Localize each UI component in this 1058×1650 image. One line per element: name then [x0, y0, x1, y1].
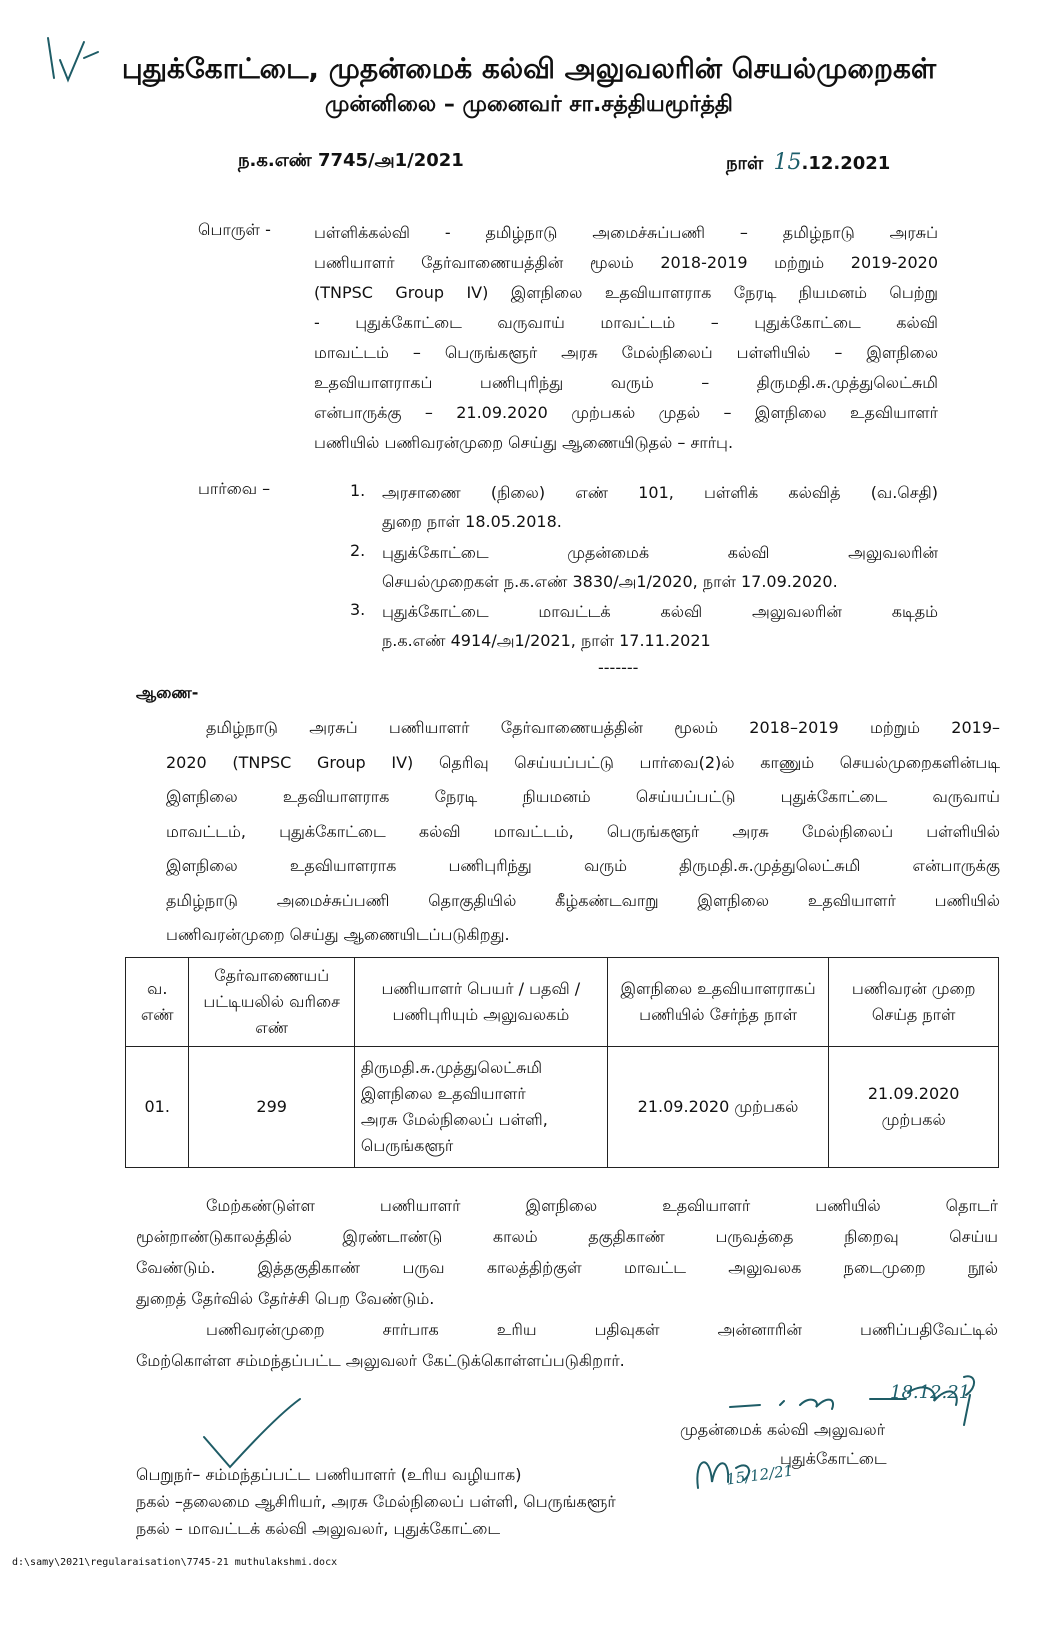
order-line: தமிழ்நாடு அமைச்சுப்பணி தொகுதியில் கீழ்கண்டவாறு இளநிலை உதவியாளர் பணியில்	[166, 890, 1000, 910]
cell-sno: 01.	[126, 1047, 189, 1168]
reference-number-2: 2.	[350, 541, 366, 560]
signatory-place: புதுக்கோட்டை	[780, 1449, 887, 1468]
date-rest: .12.2021	[801, 153, 891, 174]
reference-text: துறை நாள் 18.05.2018.	[382, 512, 562, 531]
reference-number-3: 3.	[350, 600, 366, 619]
separator: -------	[598, 658, 639, 677]
paragraph-line: மூன்றாண்டுகாலத்தில் இரண்டாண்டு காலம் தகுதிகாண் பருவத்தை நிறைவு செய்ய	[136, 1227, 998, 1246]
cell-rank: 299	[189, 1047, 354, 1168]
subject-line: - புதுக்கோட்டை வருவாய் மாவட்டம் – புதுக்கோட்டை கல்வி	[314, 313, 938, 332]
table-header-row	[126, 958, 999, 1047]
handwritten-date-note: 18.12.21	[890, 1382, 971, 1403]
subject-line: பணியாளர் தேர்வாணையத்தின் மூலம் 2018-2019 மற்றும் 2019-2020	[314, 253, 938, 272]
paragraph-line: பணிவரன்முறை சார்பாக உரிய பதிவுகள் அன்னாரின் பணிப்பதிவேட்டில்	[206, 1320, 998, 1339]
date-label: நாள்	[726, 153, 764, 174]
order-line: இளநிலை உதவியாளராக பணிபுரிந்து வரும் திருமதி.சு.முத்துலெட்சுமி என்பாருக்கு	[166, 856, 1000, 875]
order-paragraph	[166, 711, 1000, 953]
reference-text: அரசாணை (நிலை) எண் 101, பள்ளிக் கல்வித் (வ.செதி)	[382, 483, 938, 502]
probation-paragraph	[136, 1190, 998, 1314]
reference-number-1: 1.	[350, 481, 366, 500]
subject-block	[314, 218, 938, 458]
employee-place: பெருங்களூர்	[360, 1136, 454, 1155]
subject-line: என்பாருக்கு – 21.09.2020 முற்பகல் முதல் – இளநிலை உதவியாளர்	[314, 403, 938, 422]
reference-text: செயல்முறைகள் ந.க.எண் 3830/அ1/2020, நாள் 17.09.2020.	[382, 572, 838, 591]
subject-line: பள்ளிக்கல்வி - தமிழ்நாடு அமைச்சுப்பணி – தமிழ்நாடு அரசுப்	[314, 223, 938, 242]
reference-text: ந.க.எண் 4914/அ1/2021, நாள் 17.11.2021	[382, 631, 711, 650]
header-cell-joined: இளநிலை உதவியாளராகப் பணியில் சேர்ந்த நாள்	[607, 958, 829, 1047]
order-line: தமிழ்நாடு அரசுப் பணியாளர் தேர்வாணையத்தின் மூலம் 2018–2019 மற்றும் 2019–	[206, 718, 1000, 737]
cell-regularised	[829, 1047, 999, 1168]
cell-employee	[354, 1047, 607, 1168]
signatory-title: முதன்மைக் கல்வி அலுவலர்	[680, 1420, 886, 1439]
copy-line-2: நகல் – மாவட்டக் கல்வி அலுவலர், புதுக்கோட்டை	[136, 1519, 501, 1538]
order-line: மாவட்டம், புதுக்கோட்டை கல்வி மாவட்டம், பெருங்களூர் அரசு மேல்நிலைப் பள்ளியில்	[166, 821, 1000, 841]
order-line: 2020 (TNPSC Group IV) தெரிவு செய்யப்பட்டு பார்வை(2)ல் காணும் செயல்முறைகளின்படி	[166, 752, 1000, 772]
order-line: பணிவரன்முறை செய்து ஆணையிடப்படுகிறது.	[166, 925, 510, 944]
paragraph-line: துறைத் தேர்வில் தேர்ச்சி பெற வேண்டும்.	[136, 1289, 435, 1308]
reference-text: புதுக்கோட்டை முதன்மைக் கல்வி அலுவலரின்	[382, 543, 938, 562]
paragraph-line: மேற்கண்டுள்ள பணியாளர் இளநிலை உதவியாளர் பணியில் தொடர்	[206, 1196, 998, 1215]
table-row	[126, 1047, 999, 1168]
copy-line-1: நகல் –தலைமை ஆசிரியர், அரசு மேல்நிலைப் பள்ளி, பெருங்களூர்	[136, 1492, 616, 1511]
employee-office: அரசு மேல்நிலைப் பள்ளி,	[360, 1110, 548, 1129]
document-date	[726, 150, 890, 176]
page-subtitle: முன்னிலை – முனைவர் சா.சத்தியமூர்த்தி	[325, 92, 733, 117]
subject-line: உதவியாளராகப் பணிபுரிந்து வரும் – திருமதி.சு.முத்துலெட்சுமி	[314, 373, 938, 392]
regularised-session: முற்பகல்	[881, 1110, 946, 1129]
initial-date-note: 15/12/21	[725, 1461, 795, 1489]
cell-joined: 21.09.2020 முற்பகல்	[607, 1047, 829, 1168]
subject-line: பணியில் பணிவரன்முறை செய்து ஆணையிடுதல் – சார்பு.	[314, 433, 734, 452]
recipient-line: பெறுநர்– சம்மந்தப்பட்ட பணியாளர் (உரிய வழியாக)	[136, 1465, 522, 1484]
paragraph-line: வேண்டும். இத்தகுதிகாண் பருவ காலத்திற்குள் மாவட்ட அலுவலக நடைமுறை நூல்	[136, 1258, 998, 1277]
subject-label: பொருள் -	[198, 220, 271, 239]
header-cell-name: பணியாளர் பெயர் / பதவி / பணிபுரியும் அலுவலகம்	[354, 958, 607, 1047]
paragraph-line: மேற்கொள்ள சம்மந்தப்பட்ட அலுவலர் கேட்டுக்கொள்ளப்படுகிறார்.	[136, 1351, 625, 1370]
page-title: புதுக்கோட்டை, முதன்மைக் கல்வி அலுவலரின் செயல்முறைகள்	[121, 52, 937, 85]
reference-item-3	[382, 597, 938, 655]
header-cell-regularised: பணிவரன் முறை செய்த நாள்	[829, 958, 999, 1047]
regularisation-table	[125, 957, 999, 1168]
reference-text: புதுக்கோட்டை மாவட்டக் கல்வி அலுவலரின் கடிதம்	[382, 602, 938, 621]
order-label: ஆணை-	[136, 683, 199, 702]
order-line: இளநிலை உதவியாளராக நேரடி நியமனம் செய்யப்பட்டு புதுக்கோட்டை வருவாய்	[166, 787, 1000, 806]
date-day-handwritten: 15	[773, 150, 802, 175]
regularised-date: 21.09.2020	[867, 1084, 960, 1103]
reference-item-1	[382, 478, 938, 536]
references-label: பார்வை –	[198, 479, 271, 498]
subject-line: (TNPSC Group IV) இளநிலை உதவியாளராக நேரடி நியமனம் பெற்று	[314, 283, 938, 302]
file-path: d:\samy\2021\regularaisation\7745-21 muthulakshmi.docx	[12, 1557, 338, 1568]
subject-line: மாவட்டம் – பெருங்களூர் அரசு மேல்நிலைப் பள்ளியில் – இளநிலை	[314, 343, 938, 362]
employee-name: திருமதி.சு.முத்துலெட்சுமி	[360, 1058, 543, 1077]
header-cell-sno: வ. எண்	[126, 958, 189, 1047]
reference-item-2	[382, 538, 938, 596]
employee-post: இளநிலை உதவியாளர்	[360, 1084, 526, 1103]
reference-number: ந.க.எண் 7745/அ1/2021	[238, 150, 464, 171]
header-cell-rank: தேர்வாணையப் பட்டியலில் வரிசை எண்	[189, 958, 354, 1047]
